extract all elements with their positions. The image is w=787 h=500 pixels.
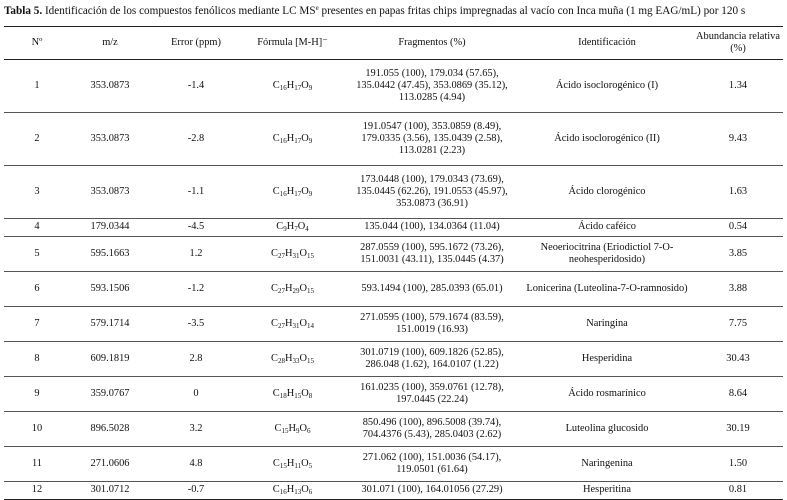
cell-num: 3 (4, 166, 70, 219)
cell-error: -3.5 (150, 307, 242, 342)
cell-formula: $C_{15}H_{11}O_5$ (242, 447, 343, 482)
cell-abundance: 30.43 (693, 342, 783, 377)
table-row (4, 482, 783, 500)
cell-identification: Hesperidina (521, 342, 693, 377)
cell-identification: Luteolina glucosido (521, 412, 693, 447)
caption-text-end: presentes en papas fritas chips impregnadas al vacío con Inca muña (1 mg EAG/mL) por 120 s (318, 5, 746, 17)
table-row (4, 237, 783, 272)
cell-fragments: 301.0719 (100), 609.1826 (52.85), 286.048 (1.62), 164.0107 (1.22) (343, 342, 521, 377)
cell-mz: 595.1663 (70, 237, 150, 272)
header-identification: Identificación (521, 27, 693, 60)
cell-formula: $C_{16}H_{17}O_9$ (242, 166, 343, 219)
cell-error: 4.8 (150, 447, 242, 482)
cell-fragments: 161.0235 (100), 359.0761 (12.78), 197.0445 (22.24) (343, 377, 521, 412)
table-row (4, 166, 783, 219)
cell-formula: $C_{15}H_9O_6$ (242, 412, 343, 447)
cell-identification: Naringina (521, 307, 693, 342)
cell-mz: 353.0873 (70, 113, 150, 166)
cell-error: -1.1 (150, 166, 242, 219)
table-header-row (4, 27, 783, 60)
cell-num: 9 (4, 377, 70, 412)
cell-mz: 579.1714 (70, 307, 150, 342)
header-num: Nº (4, 27, 70, 60)
cell-identification: Ácido rosmarínico (521, 377, 693, 412)
cell-fragments: 191.055 (100), 179.034 (57.65), 135.0442 (47.45), 353.0869 (35.12), 113.0285 (4.94) (343, 60, 521, 113)
cell-identification: Neoeriocitrina (Eriodictiol 7-O-neohesperidosido) (521, 237, 693, 272)
header-formula: Fórmula [M-H]⁻ (242, 27, 343, 60)
cell-abundance: 8.64 (693, 377, 783, 412)
cell-error: -1.4 (150, 60, 242, 113)
cell-num: 2 (4, 113, 70, 166)
cell-error: -2.8 (150, 113, 242, 166)
caption-label: Tabla 5. (4, 5, 43, 17)
cell-num: 11 (4, 447, 70, 482)
table-row (4, 377, 783, 412)
cell-abundance: 30.19 (693, 412, 783, 447)
cell-error: 1.2 (150, 237, 242, 272)
caption-text: Identificación de los compuestos fenólicos mediante LC MS (42, 5, 316, 17)
cell-error: -0.7 (150, 482, 242, 500)
cell-num: 5 (4, 237, 70, 272)
cell-error: 3.2 (150, 412, 242, 447)
header-error: Error (ppm) (150, 27, 242, 60)
cell-fragments: 271.0595 (100), 579.1674 (83.59), 151.0019 (16.93) (343, 307, 521, 342)
cell-abundance: 1.34 (693, 60, 783, 113)
cell-mz: 271.0606 (70, 447, 150, 482)
cell-fragments: 173.0448 (100), 179.0343 (73.69), 135.0445 (62.26), 191.0553 (45.97), 353.0873 (36.91) (343, 166, 521, 219)
cell-num: 8 (4, 342, 70, 377)
cell-num: 6 (4, 272, 70, 307)
cell-fragments: 593.1494 (100), 285.0393 (65.01) (343, 272, 521, 307)
cell-identification: Naringenina (521, 447, 693, 482)
cell-fragments: 301.071 (100), 164.01056 (27.29) (343, 482, 521, 500)
cell-error: -1.2 (150, 272, 242, 307)
cell-formula: $C_{28}H_{33}O_{15}$ (242, 342, 343, 377)
table-row (4, 342, 783, 377)
table-row (4, 219, 783, 237)
cell-formula: $C_{16}H_{17}O_9$ (242, 60, 343, 113)
cell-mz: 353.0873 (70, 60, 150, 113)
cell-identification: Ácido isoclorogénico (II) (521, 113, 693, 166)
cell-num: 7 (4, 307, 70, 342)
table-row (4, 60, 783, 113)
table-caption (4, 4, 784, 18)
cell-mz: 353.0873 (70, 166, 150, 219)
cell-fragments: 191.0547 (100), 353.0859 (8.49), 179.0335 (3.56), 135.0439 (2.58), 113.0281 (2.23) (343, 113, 521, 166)
cell-abundance: 0.54 (693, 219, 783, 237)
cell-mz: 593.1506 (70, 272, 150, 307)
header-mz: m/z (70, 27, 150, 60)
cell-abundance: 1.63 (693, 166, 783, 219)
table-row (4, 412, 783, 447)
cell-num: 4 (4, 219, 70, 237)
table-row (4, 113, 783, 166)
table-row (4, 272, 783, 307)
cell-abundance: 7.75 (693, 307, 783, 342)
cell-error: 0 (150, 377, 242, 412)
cell-mz: 609.1819 (70, 342, 150, 377)
compounds-table (4, 26, 783, 500)
cell-mz: 301.0712 (70, 482, 150, 500)
cell-abundance: 1.50 (693, 447, 783, 482)
cell-formula: $C_{27}H_{31}O_{14}$ (242, 307, 343, 342)
cell-abundance: 0.81 (693, 482, 783, 500)
cell-identification: Lonicerina (Luteolina-7-O-ramnosido) (521, 272, 693, 307)
cell-mz: 359.0767 (70, 377, 150, 412)
cell-abundance: 3.85 (693, 237, 783, 272)
cell-num: 1 (4, 60, 70, 113)
cell-fragments: 271.062 (100), 151.0036 (54.17), 119.0501 (61.64) (343, 447, 521, 482)
cell-num: 10 (4, 412, 70, 447)
cell-mz: 179.0344 (70, 219, 150, 237)
cell-identification: Ácido isoclorogénico (I) (521, 60, 693, 113)
cell-formula: $C_{27}H_{31}O_{15}$ (242, 237, 343, 272)
cell-fragments: 287.0559 (100), 595.1672 (73.26), 151.0031 (43.11), 135.0445 (4.37) (343, 237, 521, 272)
cell-abundance: 9.43 (693, 113, 783, 166)
cell-fragments: 135.044 (100), 134.0364 (11.04) (343, 219, 521, 237)
cell-num: 12 (4, 482, 70, 500)
cell-formula: $C_{16}H_{13}O_6$ (242, 482, 343, 500)
cell-error: 2.8 (150, 342, 242, 377)
cell-formula: $C_9H_7O_4$ (242, 219, 343, 237)
cell-identification: Hesperitina (521, 482, 693, 500)
cell-formula: $C_{27}H_{29}O_{15}$ (242, 272, 343, 307)
header-abundance: Abundancia relativa (%) (693, 27, 783, 60)
cell-mz: 896.5028 (70, 412, 150, 447)
cell-abundance: 3.88 (693, 272, 783, 307)
cell-error: -4.5 (150, 219, 242, 237)
cell-identification: Ácido caféico (521, 219, 693, 237)
table-body (4, 60, 783, 500)
cell-formula: $C_{18}H_{15}O_8$ (242, 377, 343, 412)
cell-identification: Ácido clorogénico (521, 166, 693, 219)
table-row (4, 307, 783, 342)
cell-formula: $C_{16}H_{17}O_9$ (242, 113, 343, 166)
header-fragments: Fragmentos (%) (343, 27, 521, 60)
caption-superscript: e (315, 4, 319, 12)
cell-fragments: 850.496 (100), 896.5008 (39.74), 704.4376 (5.43), 285.0403 (2.62) (343, 412, 521, 447)
table-row (4, 447, 783, 482)
